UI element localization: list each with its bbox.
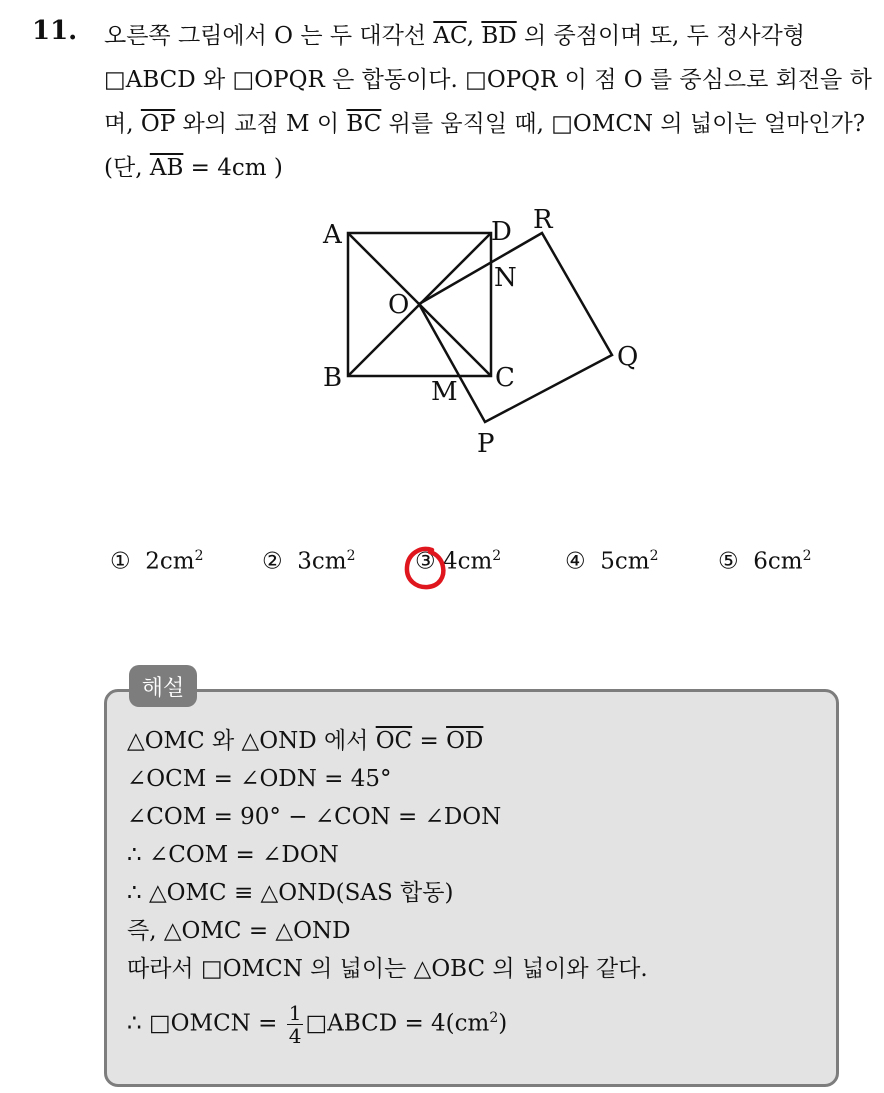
fraction — [287, 1002, 304, 1047]
label-p: P — [477, 429, 495, 459]
label-m: M — [431, 377, 458, 407]
red-circle-stroke — [407, 549, 443, 587]
solution-line-4: ∴ ∠COM = ∠DON — [127, 842, 339, 868]
choice-1[interactable] — [110, 548, 204, 575]
solution-tag: 해설 — [129, 665, 197, 707]
choice-4[interactable] — [565, 548, 659, 575]
solution-line-6: 즉, △OMC = △OND — [127, 918, 351, 944]
choice-value: 5cm — [600, 548, 650, 575]
q-part: 위를 움직일 때, □OMCN 의 넓이는 얼마인가? (단, — [104, 111, 866, 181]
selected-answer-circle — [402, 542, 448, 592]
choice-exp: 2 — [649, 548, 659, 564]
sol-exp: 2 — [489, 1010, 499, 1026]
label-q: Q — [617, 342, 639, 372]
fraction-denominator: 4 — [288, 1024, 302, 1049]
choice-value: 2cm — [145, 548, 195, 575]
label-b: B — [323, 363, 343, 393]
fraction-numerator: 1 — [288, 1001, 302, 1026]
segment-od: $\overline{OD}$ — [446, 728, 484, 754]
choice-value: 4cm — [442, 548, 493, 575]
label-c: C — [495, 363, 515, 393]
segment-bd: $\overline{BD}$ — [481, 23, 517, 49]
solution-line-2: ∠OCM = ∠ODN = 45° — [127, 766, 392, 792]
choice-value: 6cm — [753, 548, 803, 575]
solution-lines — [127, 722, 827, 1048]
choice-mark: ③ — [415, 548, 436, 575]
q-part: 와의 교점 M 이 — [175, 111, 347, 137]
solution-line-8 — [127, 988, 827, 1048]
label-o: O — [388, 290, 410, 320]
choice-2[interactable] — [262, 548, 356, 575]
choice-exp: 2 — [346, 548, 356, 564]
q-part: 의 중점이며 또, 두 정사각형 □ABCD 와 □OPQR 은 합동이다. □OPQR 이 점 O 를 중심으로 회전을 하며, — [104, 23, 872, 137]
solution-line-5: ∴ △OMC ≡ △OND(SAS 합동) — [127, 880, 454, 906]
segment-oc: $\overline{OC}$ — [375, 728, 413, 754]
geometry-figure — [315, 200, 655, 460]
sol-text: ) — [498, 1010, 508, 1037]
solution-line-3: ∠COM = 90° − ∠CON = ∠DON — [127, 804, 502, 830]
choice-mark: ④ — [565, 548, 586, 575]
label-d: D — [491, 217, 512, 247]
segment-bc: $\overline{BC}$ — [346, 111, 382, 137]
choice-exp: 2 — [492, 548, 502, 564]
question-text — [104, 14, 874, 190]
label-a: A — [323, 220, 342, 250]
segment-op: $\overline{OP}$ — [140, 111, 176, 137]
sol-text: ∴ □OMCN = — [127, 1010, 285, 1037]
choice-value: 3cm — [297, 548, 347, 575]
segment-ac: $\overline{AC}$ — [433, 23, 467, 49]
answer-choices — [110, 548, 850, 588]
sol-text: □ABCD = 4(cm — [305, 1010, 490, 1037]
choice-5[interactable] — [718, 548, 812, 575]
sol-text: = — [412, 728, 447, 754]
question-number: 11. — [32, 16, 78, 46]
segment-ab: $\overline{AB}$ — [149, 155, 184, 181]
label-r: R — [533, 205, 553, 235]
choice-mark: ① — [110, 548, 131, 575]
solution-line-1 — [127, 722, 827, 760]
choice-exp: 2 — [194, 548, 204, 564]
solution-line-7: 따라서 □OMCN 의 넓이는 △OBC 의 넓이와 같다. — [127, 956, 648, 982]
q-part: = 4cm ) — [183, 155, 283, 181]
q-part: , — [466, 23, 482, 49]
sol-text: △OMC 와 △OND 에서 — [127, 728, 376, 754]
label-n: N — [494, 263, 517, 293]
choice-exp: 2 — [802, 548, 812, 564]
q-part: 오른쪽 그림에서 O 는 두 대각선 — [104, 23, 434, 49]
choice-mark: ② — [262, 548, 283, 575]
choice-mark: ⑤ — [718, 548, 739, 575]
